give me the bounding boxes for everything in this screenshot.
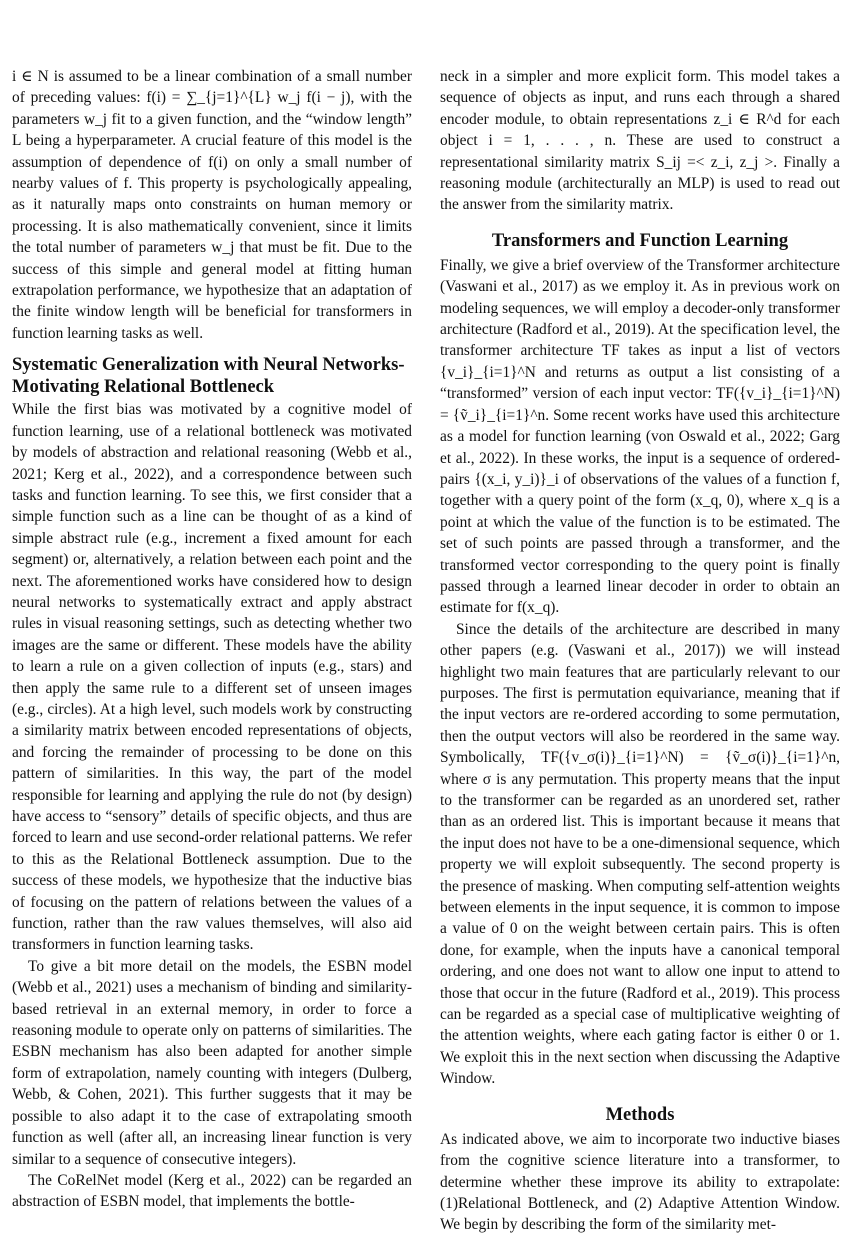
section-heading-systematic-generalization: Systematic Generalization with Neural Networks-Motivating Relational Bottleneck: [12, 355, 405, 398]
paragraph-methods: As indicated above, we aim to incorporate two inductive biases from the cognitive science literature into a transformer, to determine whether these improve its ability to extrapolate: (1)Relational Bottleneck, and (2) Adaptive Attention Window. We begin by describing the form of the similarity met-: [440, 1130, 840, 1234]
paragraph-architecture-details: Since the details of the architecture are described in many other papers (e.g. (Vaswani et al., 2017)) we will instead highlight two main features that are particularly relevant to our purposes. The first is permutation equivariance, meaning that if the input vectors are re-ordered according to some permutation, then the output vectors will also be reordered in the same way. Symbolically, TF({v_σ(i)}_{i=1}^N) = {ṽ_σ(i)}_{i=1}^n, where σ is any permutation. This property means that the input to the transformer can be regarded as an unordered set, rather than as an ordered list. This is important because it means that the input does not have to be a one-dimensional sequence, which property we will exploit subsequently. The second property is the presence of masking. When computing self-attention weights between elements in the input sequence, it is common to impose a value of 0 on the weight between certain pairs. This is often done, for example, when the inputs have a canonical temporal ordering, and one does not want to allow one input to attend to those that occur in the future (Radford et al., 2019). This process can be regarded as a special case of multiplicative weighting of the attention weights, where each gating factor is either 0 or 1. We exploit this in the next section when discussing the Adaptive Window.: [440, 620, 840, 1088]
paragraph-corelnet: The CoRelNet model (Kerg et al., 2022) can be regarded an abstraction of ESBN model, that implements the bottle-: [12, 1171, 412, 1211]
paragraph-corelnet-continued: neck in a simpler and more explicit form. This model takes a sequence of objects as input, and runs each through a shared encoder module, to obtain representations z_i ∈ R^d for each object i = 1, . . . , n. These are used to construct a representational similarity matrix S_ij =< z_i, z_j >. Finally a reasoning module (architecturally an MLP) is used to read out the answer from the similarity matrix.: [440, 68, 840, 214]
paragraph-relational-bottleneck: While the first bias was motivated by a cognitive model of function learning, use of a relational bottleneck was motivated by models of abstraction and relational reasoning (Webb et al., 2021; Kerg et al., 2022), and a correspondence between such tasks and function learning. To see this, we first consider that a simple function such as a line can be thought of as a kind of simple abstract rule (e.g., increment a fixed amount for each segment) or, alternatively, a relation between each point and the next. The aforementioned works have considered how to design neural networks to systematically extract and apply abstract rules in visual reasoning settings, such as detecting whether two images are the same or different. These models have the ability to learn a rule on a given collection of inputs (e.g., stars) and then apply the same rule to a different set of unseen images (e.g., circles). At a high level, such models work by constructing a similarity matrix between encoded representations of objects, and forcing the remainder of processing to be done on this pattern of similarities. In this way, the part of the model responsible for learning and applying the rule do not (by design) have access to “sensory” details of specific objects, and thus are forced to learn and use second-order relational patterns. We refer to this as the Relational Bottleneck assumption. Due to the success of these models, we hypothesize that the inductive bias of focusing on the pattern of relations between the values of a function, rather than the raw values themselves, will also aid transformers in function learning tasks.: [12, 401, 412, 954]
right-column: [440, 66, 840, 1236]
section-heading-methods: Methods: [605, 1104, 675, 1125]
paragraph-esbn: To give a bit more detail on the models, the ESBN model (Webb et al., 2021) uses a mechanism of binding and similarity-based retrieval in an external memory, in order to force a reasoning module to operate only on patterns of similarities. The ESBN mechanism has also been adapted for another simple form of extrapolation, namely counting with integers (Dulberg, Webb, & Cohen, 2021). This further suggests that it may be possible to also adapt it to the case of extrapolating smooth function as well (after all, an increasing linear function is very similar to a sequence of consecutive integers).: [12, 957, 412, 1168]
paragraph-transformers: Finally, we give a brief overview of the Transformer architecture (Vaswani et al., 2017) as we employ it. As in previous work on modeling sequences, we will employ a decoder-only transformer architecture (Radford et al., 2019). At the specification level, the transformer architecture TF takes as input a list of vectors {v_i}_{i=1}^N and returns as output a list consisting of a “transformed” version of each input vector: TF({v_i}_{i=1}^N) = {ṽ_i}_{i=1}^n. Some recent works have used this architecture as a model for function learning (von Oswald et al., 2022; Garg et al., 2022). In these works, the input is a sequence of ordered-pairs {(x_i, y_i)}_i of observations of the values of a function f, together with a query point of the form (x_q, 0), where x_q is a point at which the value of the function is to be estimated. The set of such points are passed through a transformer, and the transformed vector corresponding to the query point is finally passed through a learned linear decoder in order to obtain an estimate for f(x_q).: [440, 256, 840, 617]
paragraph-window-model: i ∈ N is assumed to be a linear combination of a small number of preceding values: f(i) = ∑_{j=1}^{L} w_j f(i − j), with the parameters w_j fit to a given function, and the “window length” L being a hyperparameter. A crucial feature of this model is the assumption of dependence of f(i) on only a small number of nearby values of f. This property is psychologically appealing, as it naturally maps onto constraints on human memory or processing. It is also mathematically convenient, since it limits the total number of parameters w_j that must be fit. Due to the success of this simple and general model at fitting human extrapolation performance, we hypothesize that an adaptation of the finite window length will be beneficial for transformers in function learning tasks as well.: [12, 68, 412, 342]
section-heading-transformers: Transformers and Function Learning: [491, 230, 789, 251]
left-column: [12, 66, 412, 1213]
